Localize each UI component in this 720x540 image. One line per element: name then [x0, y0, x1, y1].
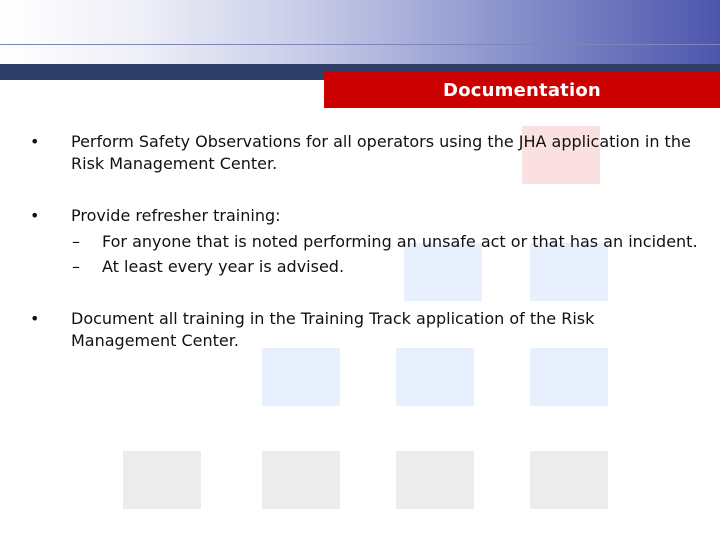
- bullet-text: Provide refresher training:: [71, 206, 281, 225]
- bullet-marker: •: [30, 206, 40, 225]
- sub-bullet-marker: –: [72, 232, 80, 251]
- sub-bullet-text: At least every year is advised.: [102, 257, 345, 276]
- bullet-marker: •: [30, 309, 40, 328]
- sub-bullet-text: For anyone that is noted performing an unsafe act or that has an incident.: [102, 232, 698, 251]
- bullet-marker: •: [30, 132, 40, 151]
- bullet-text: Perform Safety Observations for all operators using the JHA application in the Risk Management Center.: [71, 132, 691, 173]
- bullet-text: Document all training in the Training Track application of the Risk Management Center.: [71, 309, 595, 350]
- slide-title: Documentation: [443, 79, 601, 101]
- sub-bullet-marker: –: [72, 257, 80, 276]
